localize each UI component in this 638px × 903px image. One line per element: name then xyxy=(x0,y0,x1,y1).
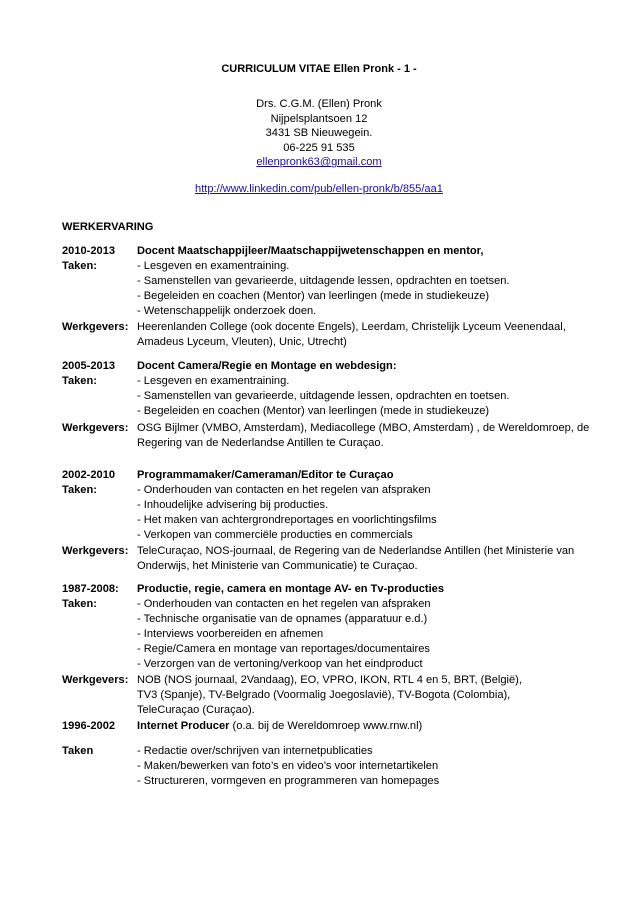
employers-entry xyxy=(62,421,602,451)
employer-line: Onderwijs, het Ministerie van Communicatie) te Curaçao. xyxy=(137,560,418,572)
task-item: - Begeleiden en coachen (Mentor) van leerlingen (mede in studiekeuze) xyxy=(137,290,490,302)
employers-label: Werkgevers: xyxy=(62,422,129,434)
employer-line: TeleCuraçao (Curaçao). xyxy=(137,704,255,716)
job-period: 2005-2013 xyxy=(62,360,116,372)
contact-block xyxy=(0,97,638,170)
job-period: 2010-2013 xyxy=(62,245,116,257)
task-item: - Wetenschappelijk onderzoek doen. xyxy=(137,305,317,317)
task-item: - Samenstellen van gevarieerde, uitdagende lessen, opdrachten en toetsen. xyxy=(137,390,510,402)
job-title: Productie, regie, camera en montage AV- en Tv-producties xyxy=(137,583,445,595)
contact-name: Drs. C.G.M. (Ellen) Pronk xyxy=(256,98,382,110)
employer-line: NOB (NOS journaal, 2Vandaag), EO, VPRO, IKON, RTL 4 en 5, BRT, (België), xyxy=(137,674,522,686)
task-item: - Verkopen van commerciële producties en commercials xyxy=(137,529,413,541)
tasks-label: Taken: xyxy=(62,375,97,387)
tasks-label: Taken: xyxy=(62,484,97,496)
job-title: Docent Maatschappijleer/Maatschappijwetenschappen en mentor, xyxy=(137,245,484,257)
tasks-label: Taken xyxy=(62,745,94,757)
contact-phone: 06-225 91 535 xyxy=(283,141,355,154)
employers-label: Werkgevers: xyxy=(62,674,129,686)
job-period: 1987-2008: xyxy=(62,583,119,595)
employers-label: Werkgevers: xyxy=(62,545,129,557)
task-item: - Inhoudelijke advisering bij producties. xyxy=(137,499,329,511)
task-item: - Technische organisatie van de opnames (apparatuur e.d.) xyxy=(137,613,428,625)
section-heading-werkervaring: WERKERVARING xyxy=(62,221,154,233)
job-title-suffix: (o.a. bij de Wereldomroep www.rnw.nl) xyxy=(229,720,423,732)
employers-label: Werkgevers: xyxy=(62,321,129,333)
employers-entry xyxy=(62,320,602,350)
job-entry xyxy=(62,582,602,672)
task-item: - Samenstellen van gevarieerde, uitdagende lessen, opdrachten en toetsen. xyxy=(137,275,510,287)
task-item: - Begeleiden en coachen (Mentor) van leerlingen (mede in studiekeuze) xyxy=(137,405,490,417)
job-period: 2002-2010 xyxy=(62,469,116,481)
employer-line: Regering van de Nederlandse Antillen te Curaçao. xyxy=(137,437,384,449)
contact-street: Nijpelsplantsoen 12 xyxy=(270,112,368,125)
tasks-label: Taken: xyxy=(62,598,97,610)
linkedin-link[interactable]: http://www.linkedin.com/pub/ellen-pronk/b/855/aa1 xyxy=(195,183,443,195)
job-title: Docent Camera/Regie en Montage en webdesign: xyxy=(137,360,397,372)
task-item: - Verzorgen van de vertoning/verkoop van het eindproduct xyxy=(137,658,423,670)
employer-line: TV3 (Spanje), TV-Belgrado (Voormalig Joegoslavië), TV-Bogota (Colombia), xyxy=(137,689,511,701)
task-item: - Lesgeven en examentraining. xyxy=(137,375,290,387)
task-item: - Maken/bewerken van foto’s en video’s voor internetartikelen xyxy=(137,760,439,772)
task-item: - Regie/Camera en montage van reportages/documentaires xyxy=(137,643,430,655)
email-link[interactable]: ellenpronk63@gmail.com xyxy=(256,156,382,169)
contact-city: 3431 SB Nieuwegein. xyxy=(265,127,373,140)
document-title: CURRICULUM VITAE Ellen Pronk - 1 - xyxy=(221,63,417,75)
job-title: Programmamaker/Cameraman/Editor te Curaçao xyxy=(137,469,394,481)
job-entry xyxy=(62,359,602,419)
job-entry xyxy=(62,468,602,543)
job-title: Internet Producer xyxy=(137,720,230,732)
tasks-label: Taken: xyxy=(62,260,97,272)
tasks-entry xyxy=(62,744,602,789)
task-item: - Redactie over/schrijven van internetpublicaties xyxy=(137,745,373,757)
task-item: - Onderhouden van contacten en het regelen van afspraken xyxy=(137,598,431,610)
employers-entry xyxy=(62,544,602,574)
employer-line: Amadeus Lyceum, Vleuten), Unic, Utrecht) xyxy=(137,336,347,348)
task-item: - Structureren, vormgeven en programmeren van homepages xyxy=(137,775,440,787)
employer-line: Heerenlanden College (ook docente Engels), Leerdam, Christelijk Lyceum Veenendaal, xyxy=(137,321,566,333)
employer-line: TeleCuraçao, NOS-journaal, de Regering van de Nederlandse Antillen (het Ministerie van xyxy=(137,545,575,557)
task-item: - Lesgeven en examentraining. xyxy=(137,260,290,272)
employer-line: OSG Bijlmer (VMBO, Amsterdam), Mediacollege (MBO, Amsterdam) , de Wereldomroep, de xyxy=(137,422,590,434)
task-item: - Het maken van achtergrondreportages en voorlichtingsfilms xyxy=(137,514,437,526)
job-period: 1996-2002 xyxy=(62,720,116,732)
employers-entry xyxy=(62,673,602,718)
job-entry xyxy=(62,719,602,734)
task-item: - Interviews voorbereiden en afnemen xyxy=(137,628,324,640)
job-entry xyxy=(62,244,602,319)
task-item: - Onderhouden van contacten en het regelen van afspraken xyxy=(137,484,431,496)
